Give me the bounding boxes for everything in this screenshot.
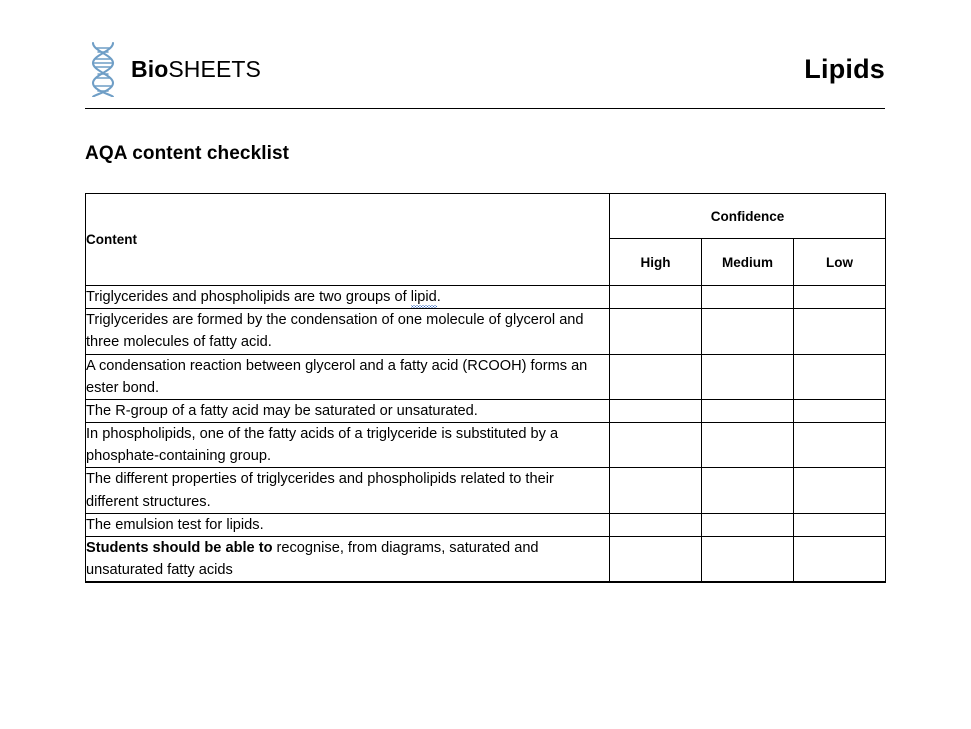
- confidence-cell-low[interactable]: [794, 582, 886, 583]
- content-cell: A condensation reaction between glycerol and a fatty acid (RCOOH) forms an ester bond.: [86, 354, 610, 399]
- confidence-cell-high[interactable]: [610, 354, 702, 399]
- confidence-cell-high[interactable]: [610, 536, 702, 581]
- confidence-cell-low[interactable]: [794, 309, 886, 354]
- column-header-medium: Medium: [702, 239, 794, 286]
- spellcheck-underline: lipid: [410, 289, 437, 305]
- header-divider: [85, 108, 885, 109]
- confidence-cell-medium[interactable]: [702, 468, 794, 513]
- page-title: Lipids: [804, 53, 885, 84]
- confidence-cell-high[interactable]: [610, 513, 702, 536]
- content-cell: Triglycerides and phospholipids are two groups of lipid.: [86, 286, 610, 309]
- content-cell: In phospholipids, one of the fatty acids of a triglyceride is substituted by a phosphate-containing group.: [86, 423, 610, 468]
- table-row: [86, 399, 886, 422]
- brand-name: [131, 56, 261, 83]
- dna-helix-icon: [85, 41, 121, 97]
- confidence-cell-medium[interactable]: [702, 513, 794, 536]
- table-row: [86, 536, 886, 581]
- confidence-cell-medium[interactable]: [702, 582, 794, 583]
- table-header-row-top: [86, 194, 886, 239]
- table-row: [86, 423, 886, 468]
- content-cell: [86, 582, 610, 583]
- confidence-cell-low[interactable]: [794, 536, 886, 581]
- confidence-cell-low[interactable]: [794, 354, 886, 399]
- table-row: [86, 286, 886, 309]
- brand-logo: [85, 41, 261, 97]
- brand-name-bold: Bio: [131, 55, 169, 82]
- confidence-cell-high[interactable]: [610, 468, 702, 513]
- confidence-cell-medium[interactable]: [702, 399, 794, 422]
- confidence-cell-low[interactable]: [794, 286, 886, 309]
- content-cell: Triglycerides are formed by the condensation of one molecule of glycerol and three molecules of fatty acid.: [86, 309, 610, 354]
- confidence-cell-high[interactable]: [610, 309, 702, 354]
- confidence-cell-medium[interactable]: [702, 309, 794, 354]
- column-header-low: Low: [794, 239, 886, 286]
- confidence-cell-high[interactable]: [610, 423, 702, 468]
- document-header: [85, 34, 885, 104]
- table-row: [86, 582, 886, 583]
- content-cell: The different properties of triglycerides and phospholipids related to their different structures.: [86, 468, 610, 513]
- table-row: [86, 309, 886, 354]
- confidence-cell-medium[interactable]: [702, 286, 794, 309]
- table-header: [86, 194, 886, 286]
- confidence-cell-low[interactable]: [794, 423, 886, 468]
- column-header-confidence: Confidence: [610, 194, 886, 239]
- content-cell: The R-group of a fatty acid may be saturated or unsaturated.: [86, 399, 610, 422]
- confidence-cell-medium[interactable]: [702, 536, 794, 581]
- brand-name-regular: SHEETS: [168, 55, 261, 82]
- table-row: [86, 468, 886, 513]
- confidence-cell-low[interactable]: [794, 513, 886, 536]
- table-body: [86, 286, 886, 583]
- content-cell: The emulsion test for lipids.: [86, 513, 610, 536]
- confidence-cell-medium[interactable]: [702, 423, 794, 468]
- confidence-cell-high[interactable]: [610, 286, 702, 309]
- content-checklist-table: [85, 193, 886, 583]
- column-header-content: Content: [86, 194, 610, 286]
- content-cell: Students should be able to recognise, from diagrams, saturated and unsaturated fatty acids: [86, 536, 610, 581]
- confidence-cell-high[interactable]: [610, 582, 702, 583]
- confidence-cell-low[interactable]: [794, 468, 886, 513]
- section-heading: AQA content checklist: [85, 143, 290, 164]
- content-lead-in: Students should be able to: [86, 539, 273, 556]
- confidence-cell-low[interactable]: [794, 399, 886, 422]
- column-header-high: High: [610, 239, 702, 286]
- confidence-cell-medium[interactable]: [702, 354, 794, 399]
- confidence-cell-high[interactable]: [610, 399, 702, 422]
- table-row: [86, 354, 886, 399]
- table-row: [86, 513, 886, 536]
